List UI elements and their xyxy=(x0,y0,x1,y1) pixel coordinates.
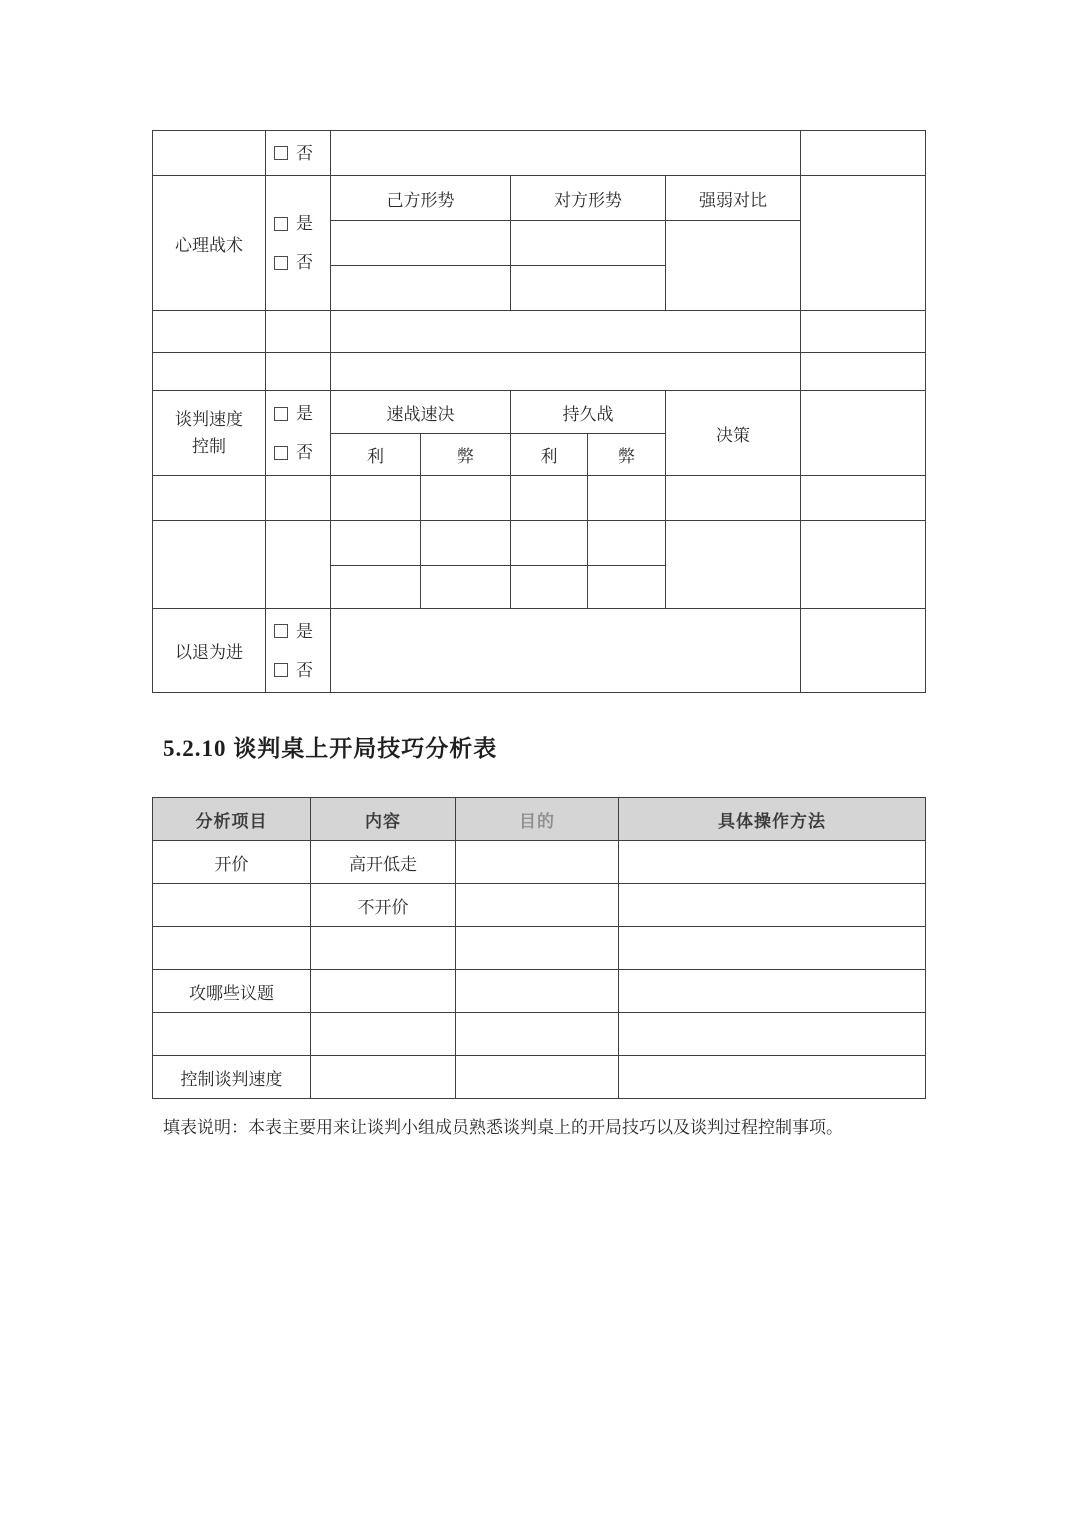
retreat-checkbox-cell xyxy=(266,609,331,693)
section-heading: 5.2.10 谈判桌上开局技巧分析表 xyxy=(163,736,498,761)
fill-in-note: 填表说明：本表主要用来让谈判小组成员熟悉谈判桌上的开局技巧以及谈判过程控制事项。 xyxy=(163,1118,843,1137)
table-cell xyxy=(619,841,926,884)
table-cell xyxy=(619,927,926,970)
empty-cell xyxy=(588,476,666,521)
empty-cell xyxy=(511,476,588,521)
table-cell xyxy=(619,1056,926,1099)
opening-techniques-table xyxy=(152,797,926,1099)
disadvantage-header-cell: 弊 xyxy=(421,434,511,476)
empty-cell xyxy=(801,609,926,693)
table-cell xyxy=(456,1056,619,1099)
table-row xyxy=(153,970,926,1013)
table-cell: 控制谈判速度 xyxy=(153,1056,311,1099)
opponent-situation-header-cell: 对方形势 xyxy=(511,176,666,221)
decision-header-cell: 决策 xyxy=(666,391,801,476)
header-method: 具体操作方法 xyxy=(619,798,926,841)
table-cell: 开价 xyxy=(153,841,311,884)
empty-cell xyxy=(801,353,926,391)
checkbox-option-yes[interactable] xyxy=(274,405,330,422)
empty-cell xyxy=(331,311,801,353)
table-cell: 不开价 xyxy=(311,884,456,927)
speed-control-label-cell xyxy=(153,391,266,476)
empty-cell xyxy=(331,566,421,609)
table-cell xyxy=(311,970,456,1013)
checkbox-label: 否 xyxy=(296,253,313,272)
checkbox-option-no[interactable] xyxy=(274,662,330,679)
empty-cell xyxy=(511,566,588,609)
psych-checkbox-cell xyxy=(266,176,331,311)
empty-cell xyxy=(331,221,511,266)
advantage-header-cell: 利 xyxy=(511,434,588,476)
checkbox-icon[interactable] xyxy=(274,663,288,677)
table-row xyxy=(153,841,926,884)
checkbox-label: 否 xyxy=(296,660,313,680)
empty-cell xyxy=(511,521,588,566)
quick-battle-header-cell: 速战速决 xyxy=(331,391,511,434)
empty-cell xyxy=(153,521,266,609)
checkbox-label: 否 xyxy=(296,443,313,462)
negotiation-tactics-table xyxy=(152,130,926,693)
checkbox-icon[interactable] xyxy=(274,256,288,270)
empty-cell xyxy=(421,476,511,521)
psych-tactics-label-cell: 心理战术 xyxy=(153,176,266,311)
table-cell xyxy=(456,970,619,1013)
table-cell: 高开低走 xyxy=(311,841,456,884)
checkbox-icon[interactable] xyxy=(274,407,288,421)
checkbox-cell xyxy=(266,131,331,176)
checkbox-option-yes[interactable] xyxy=(274,215,330,232)
table-cell xyxy=(619,1013,926,1056)
table-cell xyxy=(456,1013,619,1056)
table-row xyxy=(153,884,926,927)
speed-control-label-line2: 控制 xyxy=(192,437,226,456)
empty-cell xyxy=(153,476,266,521)
empty-cell xyxy=(331,476,421,521)
empty-cell xyxy=(666,521,801,609)
table-cell xyxy=(456,884,619,927)
checkbox-icon[interactable] xyxy=(274,446,288,460)
empty-cell xyxy=(588,521,666,566)
header-analysis-item: 分析项目 xyxy=(153,798,311,841)
table-cell xyxy=(619,970,926,1013)
empty-cell xyxy=(801,521,926,609)
table-row xyxy=(153,1056,926,1099)
checkbox-option-yes[interactable] xyxy=(274,623,330,640)
speed-checkbox-cell xyxy=(266,391,331,476)
protracted-battle-header-cell: 持久战 xyxy=(511,391,666,434)
table-cell xyxy=(153,1013,311,1056)
checkbox-icon[interactable] xyxy=(274,146,288,160)
empty-cell xyxy=(801,391,926,476)
table-cell: 攻哪些议题 xyxy=(153,970,311,1013)
checkbox-label: 是 xyxy=(296,214,313,233)
table-cell xyxy=(311,1013,456,1056)
checkbox-label: 是 xyxy=(296,404,313,423)
strength-contrast-header-cell: 强弱对比 xyxy=(666,176,801,221)
checkbox-icon[interactable] xyxy=(274,217,288,231)
empty-cell xyxy=(266,311,331,353)
empty-cell xyxy=(331,266,511,311)
empty-cell xyxy=(801,176,926,311)
empty-cell xyxy=(801,476,926,521)
empty-cell xyxy=(153,311,266,353)
own-situation-header-cell: 己方形势 xyxy=(331,176,511,221)
empty-cell xyxy=(153,131,266,176)
empty-cell xyxy=(666,476,801,521)
empty-cell xyxy=(801,131,926,176)
empty-cell xyxy=(511,266,666,311)
table-cell xyxy=(153,884,311,927)
header-purpose: 目的 xyxy=(456,798,619,841)
table-cell xyxy=(456,841,619,884)
table-row xyxy=(153,927,926,970)
empty-cell xyxy=(588,566,666,609)
checkbox-option-no[interactable] xyxy=(274,145,330,162)
checkbox-option-no[interactable] xyxy=(274,254,330,271)
checkbox-label: 否 xyxy=(296,143,313,163)
empty-cell xyxy=(331,521,421,566)
empty-cell xyxy=(421,521,511,566)
table-cell xyxy=(153,927,311,970)
empty-cell xyxy=(153,353,266,391)
speed-control-label-line1: 谈判速度 xyxy=(175,409,243,429)
empty-cell xyxy=(266,521,331,609)
empty-cell xyxy=(266,353,331,391)
table-cell xyxy=(311,1056,456,1099)
empty-cell xyxy=(331,131,801,176)
disadvantage-header-cell: 弊 xyxy=(588,434,666,476)
empty-cell xyxy=(666,221,801,311)
retreat-advance-label-cell: 以退为进 xyxy=(153,609,266,693)
checkbox-icon[interactable] xyxy=(274,624,288,638)
empty-cell xyxy=(421,566,511,609)
empty-cell xyxy=(331,353,801,391)
empty-cell xyxy=(511,221,666,266)
header-content: 内容 xyxy=(311,798,456,841)
empty-cell xyxy=(266,476,331,521)
table-cell xyxy=(311,927,456,970)
table-cell xyxy=(456,927,619,970)
empty-cell xyxy=(331,609,801,693)
checkbox-label: 是 xyxy=(296,621,313,641)
table-row xyxy=(153,1013,926,1056)
advantage-header-cell: 利 xyxy=(331,434,421,476)
empty-cell xyxy=(801,311,926,353)
checkbox-option-no[interactable] xyxy=(274,444,330,461)
table-cell xyxy=(619,884,926,927)
